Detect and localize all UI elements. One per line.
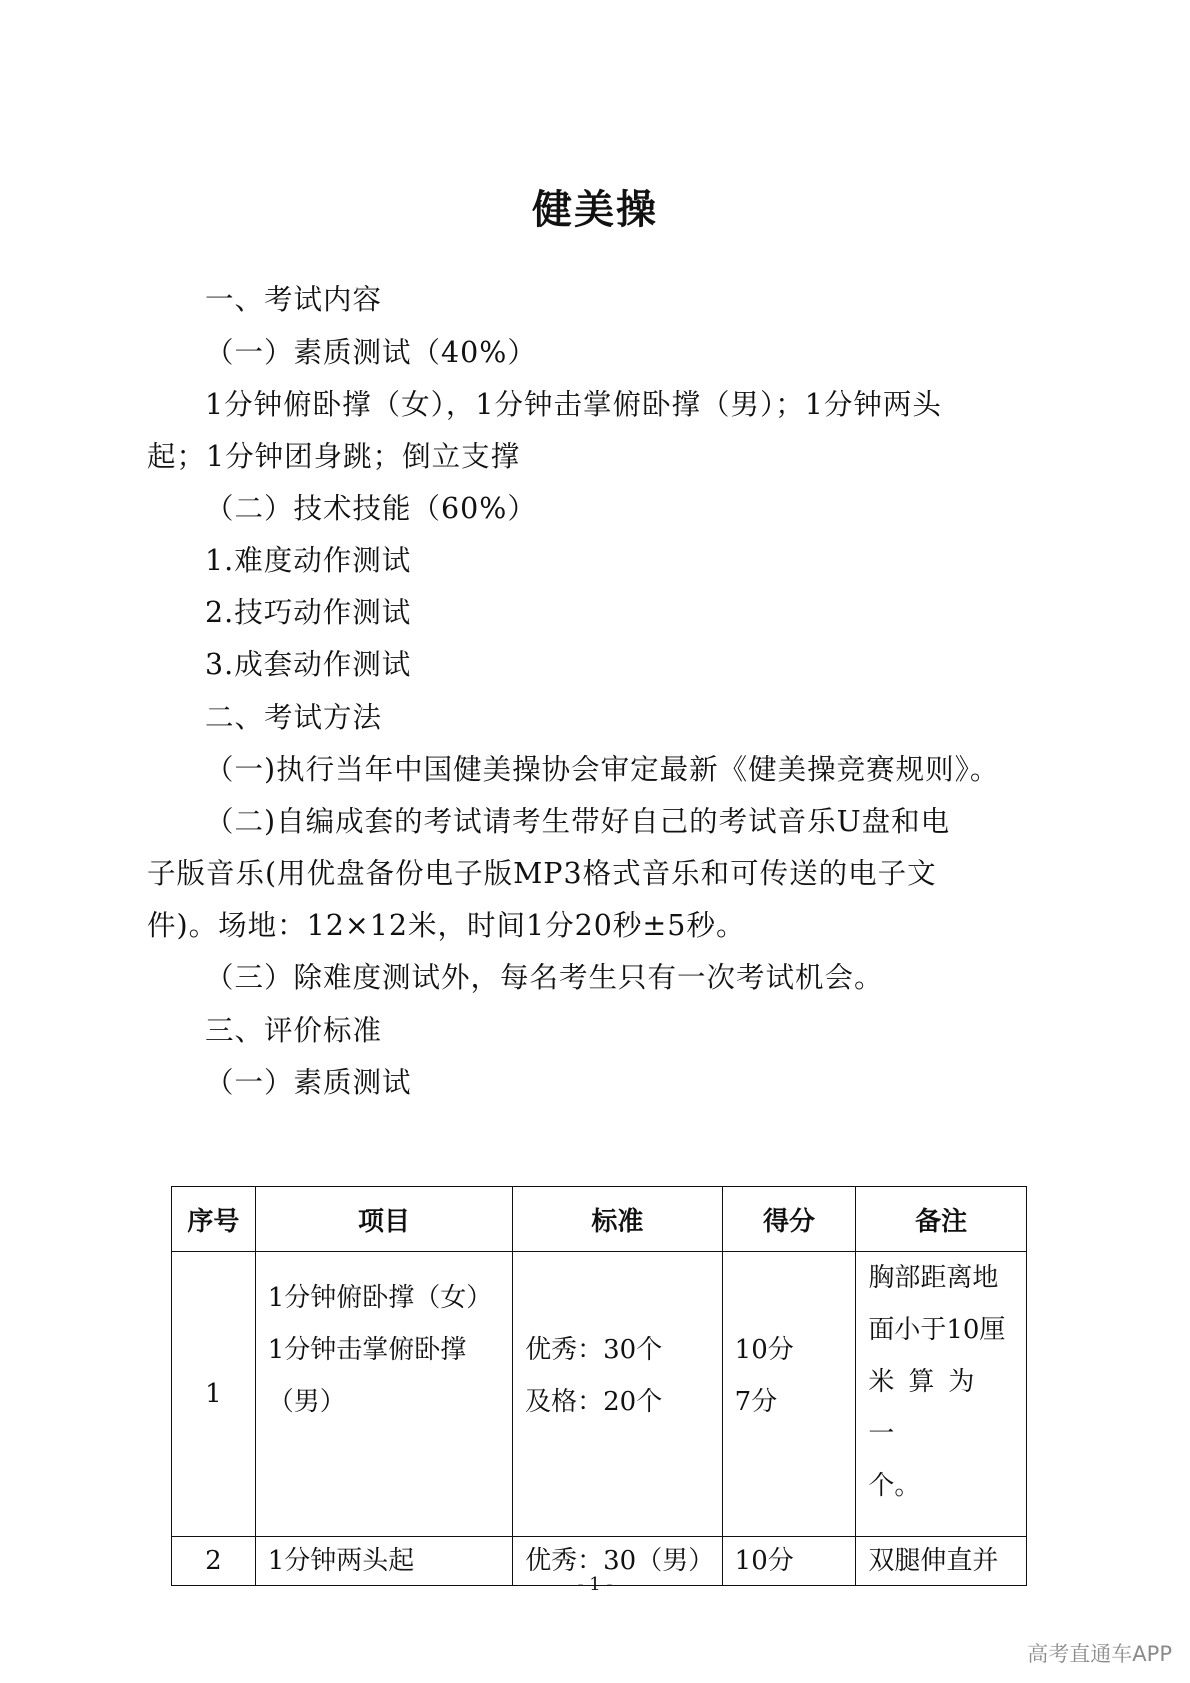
subheading-technical-skills: （二）技术技能（60%） [205, 492, 537, 525]
table-header-row [172, 1187, 1027, 1252]
item-line: （男） [267, 1387, 346, 1417]
cell-standard [513, 1252, 723, 1537]
header-number: 序号 [172, 1187, 256, 1252]
paragraph-method-2-line1: （二)自编成套的考试请考生带好自己的考试音乐U盘和电 [205, 805, 951, 838]
subheading-fitness-test: （一）素质测试（40%） [205, 336, 537, 369]
table-row [172, 1252, 1027, 1537]
list-item-difficulty-test: 1.难度动作测试 [205, 544, 412, 577]
standard-line: 优秀：30（男） [525, 1546, 715, 1576]
note-line: 胸部距离地 [868, 1263, 999, 1293]
note-line: 个。 [868, 1471, 921, 1501]
note-line: 面小于10厘 [868, 1315, 1006, 1345]
subheading-fitness-evaluation: （一）素质测试 [205, 1066, 412, 1099]
header-item: 项目 [255, 1187, 512, 1252]
standard-line: 及格：20个 [525, 1387, 663, 1417]
paragraph-fitness-items-line2: 起；1分钟团身跳；倒立支撑 [147, 440, 521, 473]
cell-score [722, 1252, 856, 1537]
heading-exam-method: 二、考试方法 [205, 701, 383, 734]
list-item-skill-test: 2.技巧动作测试 [205, 596, 412, 629]
note-line: 米算为一 [868, 1367, 989, 1449]
item-line: 1分钟俯卧撑（女） [267, 1283, 493, 1313]
score-line: 7分 [734, 1387, 778, 1417]
paragraph-method-1: （一)执行当年中国健美操协会审定最新《健美操竞赛规则》。 [205, 753, 1000, 786]
item-line: 1分钟击掌俯卧撑 [267, 1335, 467, 1365]
header-note: 备注 [856, 1187, 1027, 1252]
cell-number [172, 1252, 256, 1537]
cell-note [856, 1252, 1027, 1537]
watermark: 高考直通车APP [1027, 1642, 1172, 1666]
header-score: 得分 [722, 1187, 856, 1252]
standard-line: 优秀：30个 [525, 1335, 663, 1365]
item-line: 1分钟两头起 [267, 1546, 415, 1576]
score-line: 10分 [734, 1546, 794, 1576]
row-number: 1 [205, 1379, 222, 1409]
document-title: 健美操 [532, 187, 658, 233]
note-line: 双腿伸直并 [868, 1546, 999, 1576]
page-number: - 1 - [577, 1574, 613, 1595]
header-standard: 标准 [513, 1187, 723, 1252]
heading-evaluation-standard: 三、评价标准 [205, 1014, 383, 1047]
paragraph-method-2-line2: 子版音乐(用优盘备份电子版MP3格式音乐和可传送的电子文 [147, 857, 937, 890]
paragraph-fitness-items-line1: 1分钟俯卧撑（女），1分钟击掌俯卧撑（男）；1分钟两头 [205, 388, 942, 421]
heading-exam-content: 一、考试内容 [205, 283, 383, 316]
paragraph-method-3: （三）除难度测试外，每名考生只有一次考试机会。 [205, 961, 884, 994]
paragraph-method-2-line3: 件)。场地：12×12米，时间1分20秒±5秒。 [147, 909, 746, 942]
cell-item [255, 1252, 512, 1537]
score-line: 10分 [734, 1335, 794, 1365]
cell-number: 2 [172, 1537, 256, 1586]
list-item-routine-test: 3.成套动作测试 [205, 648, 412, 681]
score-table [171, 1186, 1027, 1586]
